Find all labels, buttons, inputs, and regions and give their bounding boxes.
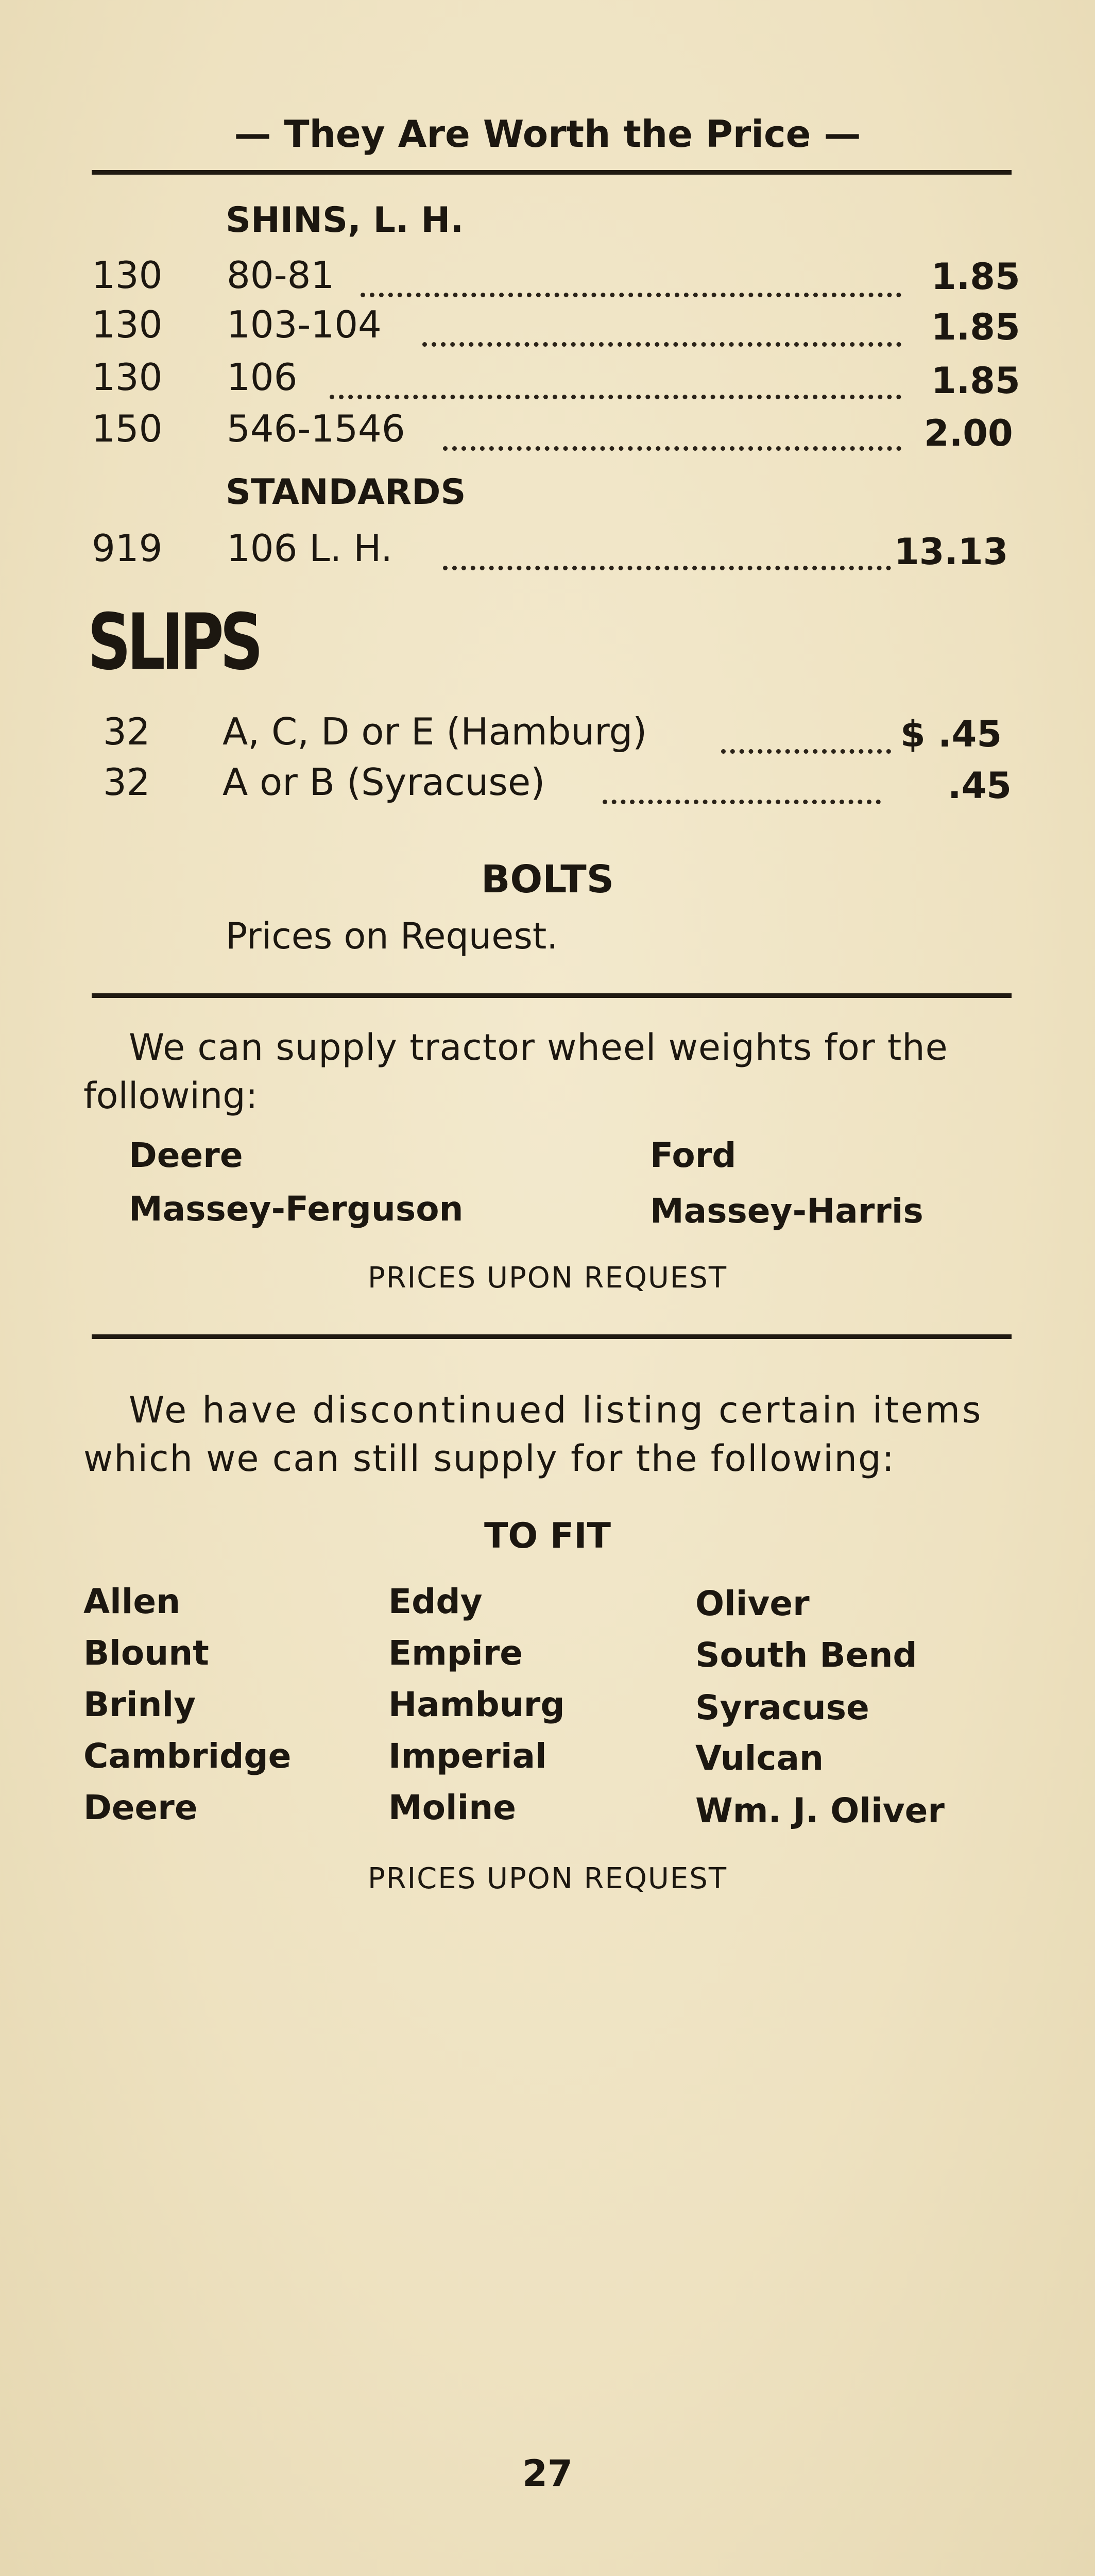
brand-name: Ford: [650, 1136, 737, 1175]
discontinued-prices-note: PRICES UPON REQUEST: [367, 1862, 728, 1895]
fit-brand: Empire: [388, 1633, 523, 1673]
fit-brand: Brinly: [83, 1685, 196, 1724]
discontinued-text: which we can still supply for the following:: [83, 1437, 895, 1480]
slips-row-price: .45: [948, 765, 1012, 807]
fit-brand: South Bend: [695, 1635, 917, 1675]
page-header: — They Are Worth the Price —: [234, 112, 861, 156]
dot-leader: [361, 293, 901, 297]
shins-row-num: 130: [92, 355, 163, 399]
shins-row-price: 1.85: [931, 256, 1020, 298]
to-fit-heading: TO FIT: [484, 1516, 611, 1556]
fit-brand: Wm. J. Oliver: [695, 1791, 945, 1831]
slips-title: SLIPS: [88, 598, 260, 687]
fit-brand: Oliver: [695, 1584, 810, 1623]
bolts-title: BOLTS: [481, 857, 614, 902]
fit-brand: Deere: [83, 1788, 198, 1827]
fit-brand: Moline: [388, 1788, 517, 1827]
section-rule: [92, 1334, 1012, 1339]
slips-row-desc: A or B (Syracuse): [223, 760, 545, 804]
shins-row-num: 130: [92, 253, 163, 297]
dot-leader: [330, 395, 901, 399]
fit-brand: Syracuse: [695, 1688, 869, 1727]
shins-row-price: 2.00: [924, 412, 1013, 454]
slips-row-price: $ .45: [900, 713, 1002, 755]
slips-row-num: 32: [103, 760, 150, 804]
dot-leader: [443, 566, 891, 570]
shins-row-price: 1.85: [931, 306, 1020, 348]
dot-leader: [603, 800, 881, 804]
discontinued-text: We have discontinued listing certain items: [129, 1389, 983, 1431]
weights-text: following:: [83, 1075, 258, 1117]
page-number: 27: [522, 2452, 573, 2495]
fit-brand: Eddy: [388, 1582, 483, 1621]
fit-brand: Vulcan: [695, 1738, 824, 1778]
fit-brand: Hamburg: [388, 1685, 565, 1724]
brand-name: Massey-Ferguson: [129, 1189, 464, 1229]
shins-row-num: 130: [92, 303, 163, 346]
standards-row-desc: 106 L. H.: [227, 527, 392, 570]
brand-name: Massey-Harris: [650, 1191, 923, 1231]
weights-text: We can supply tractor wheel weights for the: [129, 1026, 948, 1069]
standards-row-num: 919: [92, 527, 163, 570]
fit-brand: Blount: [83, 1633, 209, 1673]
fit-brand: Allen: [83, 1582, 181, 1621]
section-rule: [92, 993, 1012, 998]
slips-row-num: 32: [103, 710, 150, 753]
dot-leader: [422, 342, 901, 347]
standards-row-price: 13.13: [894, 531, 1008, 573]
brand-name: Deere: [129, 1136, 243, 1175]
fit-brand: Imperial: [388, 1736, 547, 1776]
dot-leader: [721, 749, 891, 754]
bolts-note: Prices on Request.: [226, 915, 558, 957]
shins-row-price: 1.85: [931, 360, 1020, 402]
shins-row-num: 150: [92, 407, 163, 450]
shins-row-desc: 546-1546: [227, 407, 405, 450]
header-rule: [92, 170, 1012, 175]
dot-leader: [443, 446, 901, 451]
shins-row-desc: 103-104: [227, 303, 382, 346]
weights-prices-note: PRICES UPON REQUEST: [367, 1261, 728, 1295]
shins-title: SHINS, L. H.: [226, 200, 464, 241]
fit-brand: Cambridge: [83, 1736, 292, 1776]
standards-title: STANDARDS: [226, 472, 466, 513]
shins-row-desc: 80-81: [227, 253, 335, 297]
shins-row-desc: 106: [227, 355, 298, 399]
slips-row-desc: A, C, D or E (Hamburg): [223, 710, 647, 753]
